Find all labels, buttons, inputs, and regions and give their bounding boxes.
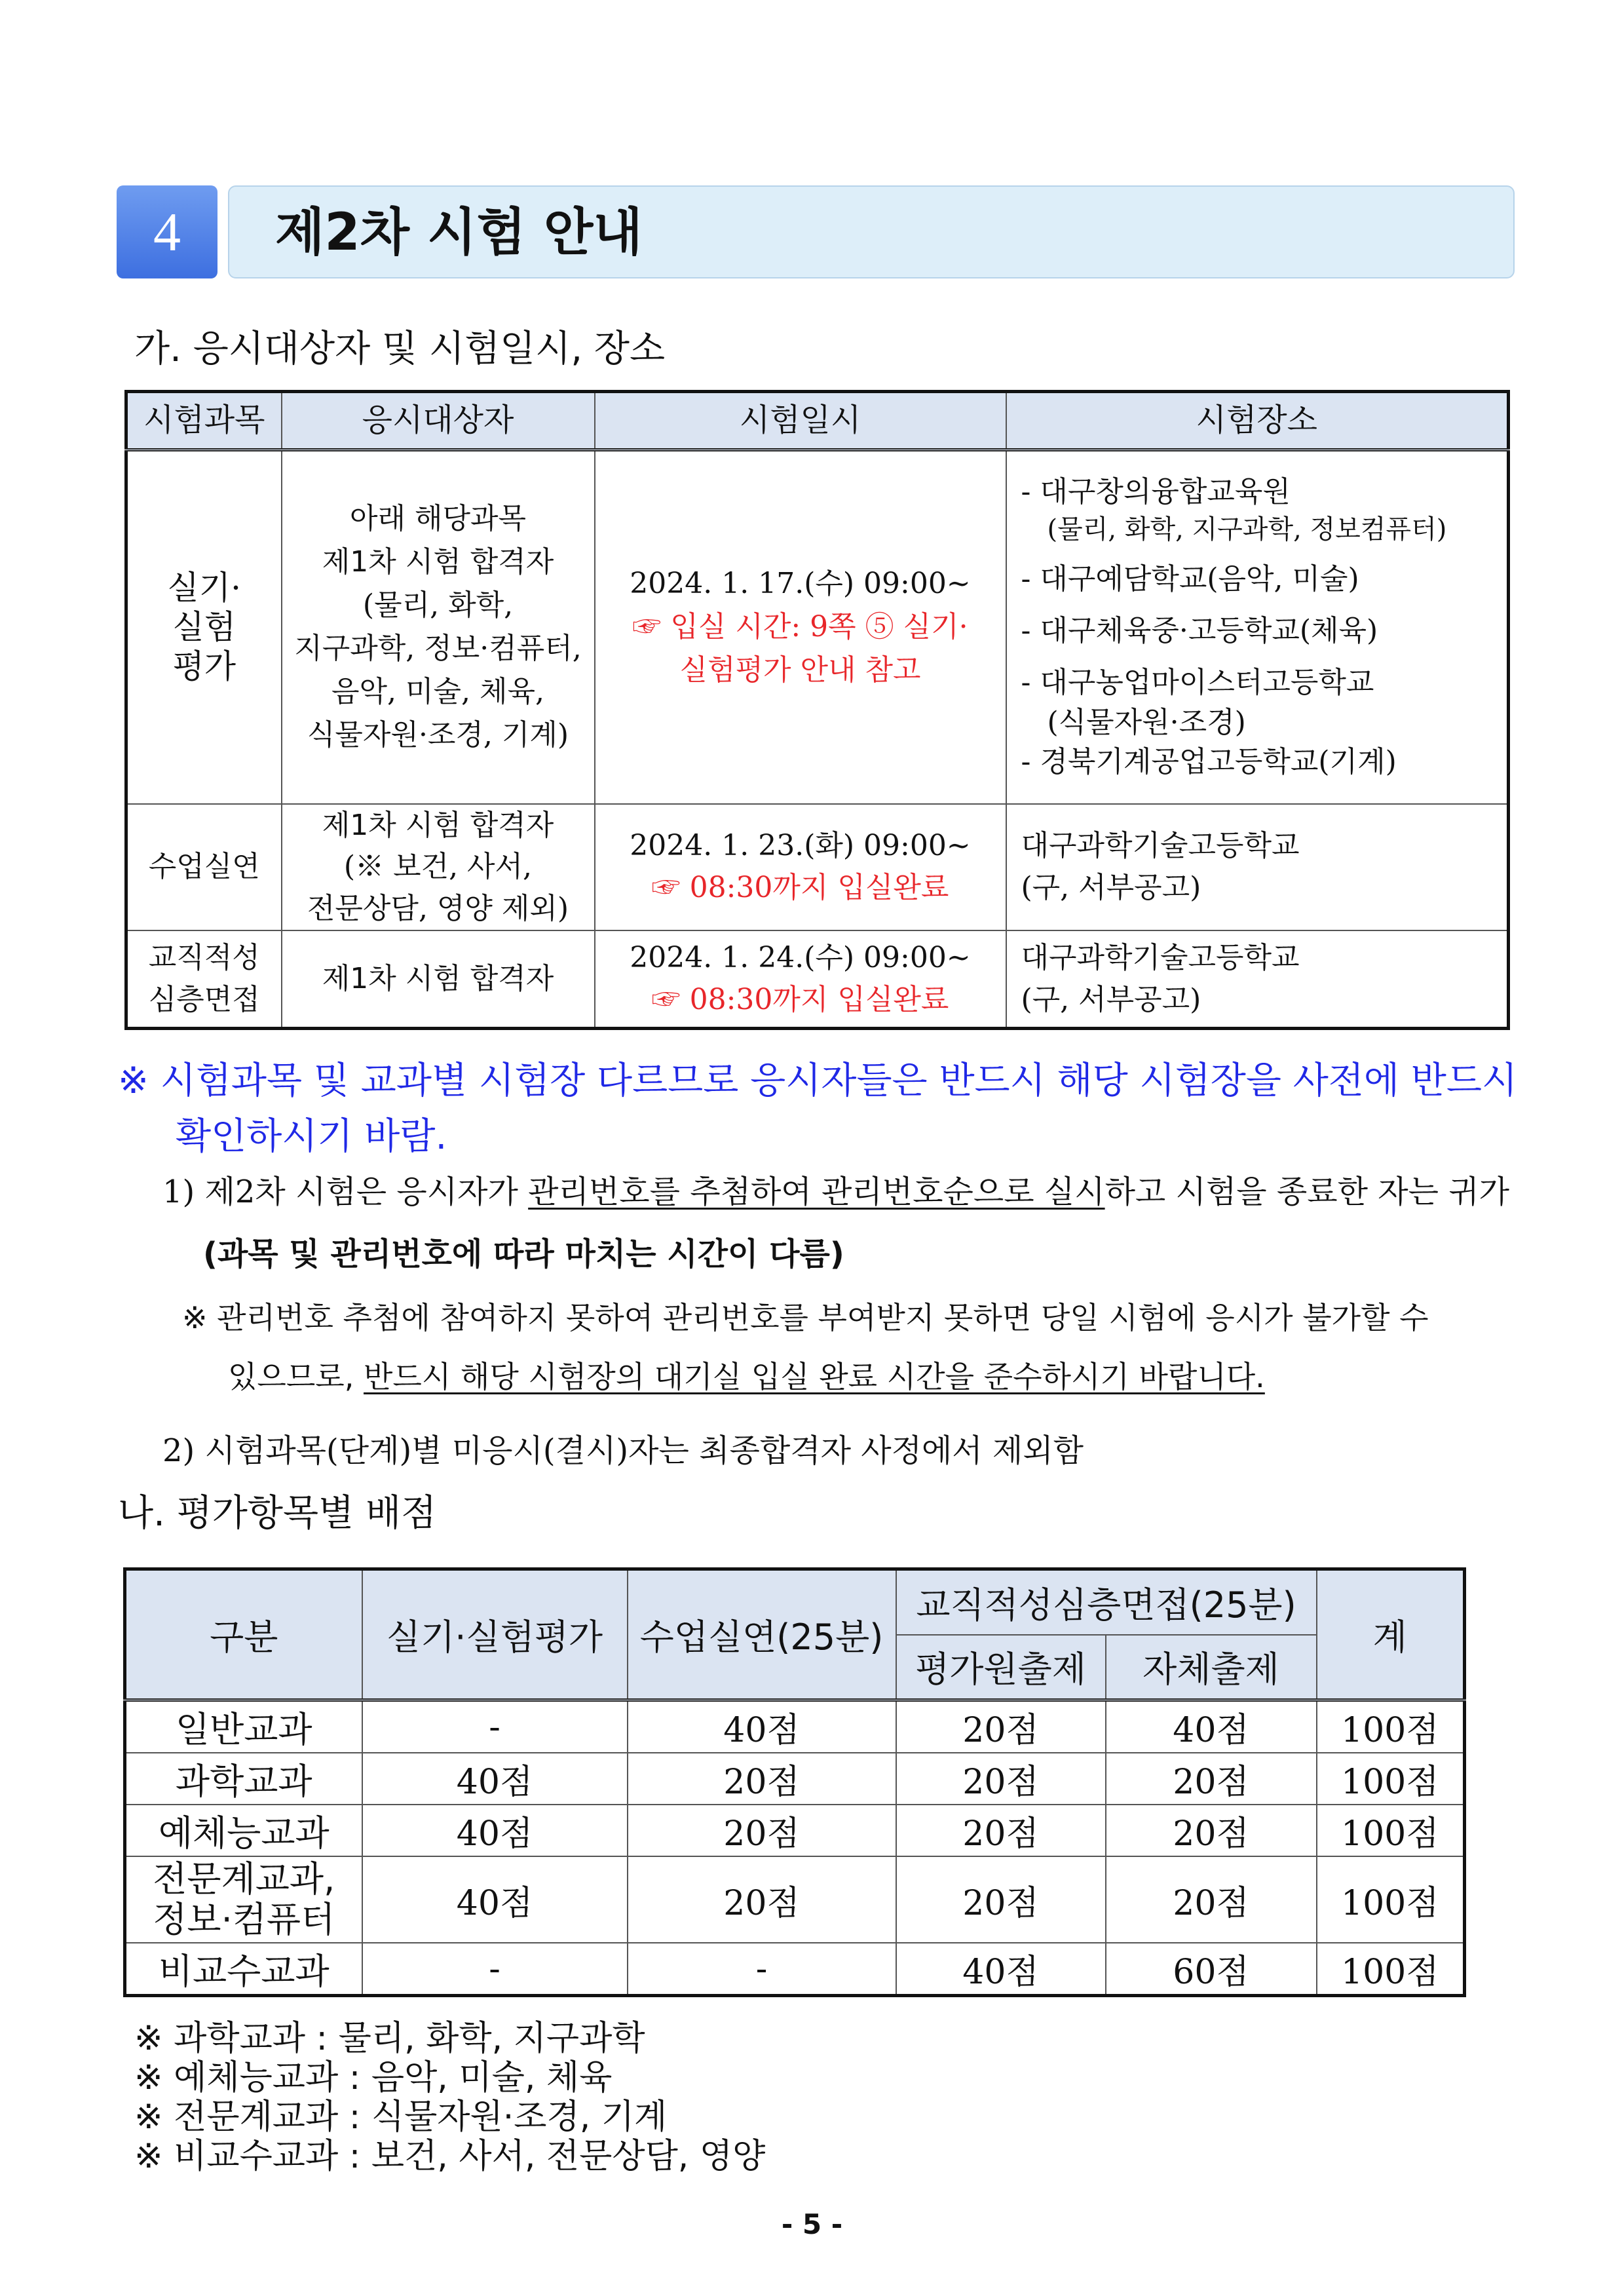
note-underlined: 반드시 해당 시험장의 대기실 입실 완료 시간을 준수하시기 바랍니다.	[364, 1359, 1265, 1394]
target-line: (※ 보건, 사서,	[343, 850, 533, 884]
table-cell: 20점	[896, 1856, 1106, 1943]
item-1-suffix: 하고 시험을 종료한 자는 귀가	[1105, 1174, 1510, 1210]
col-header: 구분	[125, 1569, 362, 1700]
col-header: 수업실연(25분)	[628, 1569, 896, 1700]
place-line: - 대구예담학교(음악, 미술)	[1021, 562, 1359, 596]
table-cell: 40점	[1106, 1700, 1317, 1753]
table-cell: 20점	[1106, 1753, 1317, 1805]
footnote: ※ 비교수교과 : 보건, 사서, 전문상담, 영양	[134, 2137, 766, 2176]
date-note: ☞ 08:30까지 입실완료	[651, 983, 949, 1017]
subject-line: 평가	[172, 647, 236, 686]
subheading-b: 나. 평가항목별 배점	[118, 1492, 437, 1535]
subject-cell	[126, 450, 282, 804]
place-line: (구, 서부공고)	[1021, 871, 1201, 905]
table-header-row	[126, 392, 1509, 450]
item-1-line2: (과목 및 관리번호에 따라 마치는 시간이 다름)	[203, 1236, 844, 1272]
place-line: (식물자원·조경)	[1047, 705, 1246, 739]
item-2: 2) 시험과목(단계)별 미응시(결시)자는 최종합격자 사정에서 제외함	[162, 1432, 1084, 1469]
place-cell	[1006, 450, 1509, 804]
table-cell: 20점	[896, 1753, 1106, 1805]
table-cell: 40점	[896, 1943, 1106, 1996]
table-row	[125, 1943, 1465, 1996]
subheading-a: 가. 응시대상자 및 시험일시, 장소	[134, 328, 666, 370]
table-cell: 20점	[628, 1805, 896, 1856]
place-cell	[1006, 930, 1509, 1029]
table-cell: 100점	[1317, 1753, 1465, 1805]
subject-line: 실험	[172, 608, 236, 647]
col-header: 교직적성심층면접(25분)	[896, 1569, 1317, 1635]
footnote: ※ 예체능교과 : 음악, 미술, 체육	[134, 2058, 613, 2097]
col-header: 시험일시	[595, 392, 1006, 450]
subject-cell	[126, 930, 282, 1029]
place-line: - 대구창의융합교육원	[1021, 474, 1291, 508]
table-cell: 40점	[362, 1805, 628, 1856]
table-cell: 100점	[1317, 1700, 1465, 1753]
subject-cell	[126, 804, 282, 930]
target-line: 음악, 미술, 체육,	[331, 675, 544, 709]
exam-date: 2024. 1. 23.(화) 09:00~	[630, 829, 971, 863]
table-cell: 100점	[1317, 1943, 1465, 1996]
target-cell	[282, 450, 595, 804]
target-line: 지구과학, 정보·컴퓨터,	[294, 632, 582, 666]
table-row	[125, 1805, 1465, 1856]
date-note: ☞ 입실 시간: 9쪽 ⑤ 실기·	[632, 610, 968, 644]
table-header-row	[125, 1569, 1465, 1635]
table-cell: 40점	[628, 1700, 896, 1753]
target-line: (물리, 화학,	[362, 588, 514, 622]
row-label: 예체능교과	[125, 1805, 362, 1856]
note-prefix: 있으므로,	[228, 1359, 364, 1394]
section-title: 제2차 시험 안내	[275, 203, 643, 262]
col-subheader: 자체출제	[1106, 1635, 1317, 1700]
target-cell	[282, 930, 595, 1029]
notice-line: ※ 시험과목 및 교과별 시험장 다르므로 응시자들은 반드시 해당 시험장을 사전에 반드시	[118, 1060, 1518, 1102]
footnote: ※ 과학교과 : 물리, 화학, 지구과학	[134, 2019, 645, 2058]
date-cell	[595, 450, 1006, 804]
item-1-underlined: 관리번호를 추첨하여 관리번호순으로 실시	[528, 1174, 1105, 1210]
section-number-badge	[117, 185, 217, 278]
row-label: 일반교과	[125, 1700, 362, 1753]
item-1-prefix: 1) 제2차 시험은 응시자가	[162, 1174, 529, 1210]
subject-line: 수업실연	[148, 850, 260, 884]
place-line: - 경북기계공업고등학교(기계)	[1021, 745, 1397, 779]
row-label-line: 정보·컴퓨터	[153, 1899, 335, 1940]
table-row	[126, 804, 1509, 930]
item-1-note: ※ 관리번호 추첨에 참여하지 못하여 관리번호를 부여받지 못하면 당일 시험에 응시가 불가할 수	[182, 1300, 1429, 1335]
date-note: ☞ 08:30까지 입실완료	[651, 871, 949, 905]
col-header: 응시대상자	[282, 392, 595, 450]
row-label: 과학교과	[125, 1753, 362, 1805]
table-cell: 40점	[362, 1753, 628, 1805]
exam-schedule-table	[124, 390, 1510, 1030]
target-line: 제1차 시험 합격자	[322, 808, 554, 842]
row-label: 비교수교과	[125, 1943, 362, 1996]
table-row	[126, 450, 1509, 804]
exam-date: 2024. 1. 17.(수) 09:00~	[630, 567, 971, 601]
row-label-line: 전문계교과,	[153, 1858, 335, 1900]
table-cell: 40점	[362, 1856, 628, 1943]
table-cell: 20점	[896, 1700, 1106, 1753]
table-cell: 20점	[896, 1805, 1106, 1856]
target-line: 제1차 시험 합격자	[322, 962, 554, 996]
section-number: 4	[153, 201, 181, 263]
table-cell: 60점	[1106, 1943, 1317, 1996]
table-row	[125, 1856, 1465, 1943]
col-header: 시험과목	[126, 392, 282, 450]
table-row	[126, 930, 1509, 1029]
target-cell	[282, 804, 595, 930]
row-label	[125, 1856, 362, 1943]
target-line: 전문상담, 영양 제외)	[307, 892, 569, 926]
table-cell: 20점	[628, 1856, 896, 1943]
col-header: 계	[1317, 1569, 1465, 1700]
place-line: 대구과학기술고등학교	[1021, 829, 1300, 863]
col-header: 실기·실험평가	[362, 1569, 628, 1700]
target-line: 제1차 시험 합격자	[322, 545, 554, 579]
place-line: - 대구농업마이스터고등학교	[1021, 665, 1374, 699]
place-cell	[1006, 804, 1509, 930]
score-table	[123, 1567, 1466, 1997]
table-cell: 20점	[1106, 1805, 1317, 1856]
subject-line: 심층면접	[148, 983, 260, 1017]
notice-line: 확인하시기 바람.	[176, 1115, 447, 1158]
exam-date: 2024. 1. 24.(수) 09:00~	[630, 941, 971, 975]
footnote: ※ 전문계교과 : 식물자원·조경, 기계	[134, 2097, 668, 2137]
place-line: 대구과학기술고등학교	[1021, 941, 1300, 975]
page-number: - 5 -	[781, 2208, 843, 2240]
subject-line: 교직적성	[148, 941, 260, 975]
target-line: 아래 해당과목	[349, 502, 526, 536]
col-subheader: 평가원출제	[896, 1635, 1106, 1700]
col-header: 시험장소	[1006, 392, 1509, 450]
table-cell: -	[362, 1943, 628, 1996]
date-cell	[595, 804, 1006, 930]
subject-line: 실기·	[167, 569, 241, 607]
item-1	[162, 1166, 1509, 1212]
place-line: - 대구체육중·고등학교(체육)	[1021, 614, 1378, 648]
table-cell: 20점	[628, 1753, 896, 1805]
place-line: (물리, 화학, 지구과학, 정보컴퓨터)	[1047, 514, 1447, 545]
table-cell: 100점	[1317, 1856, 1465, 1943]
target-line: 식물자원·조경, 기계)	[307, 718, 569, 752]
table-cell: -	[628, 1943, 896, 1996]
place-line: (구, 서부공고)	[1021, 983, 1201, 1017]
item-1-note-line2	[228, 1353, 1265, 1396]
table-cell: 20점	[1106, 1856, 1317, 1943]
table-row	[125, 1700, 1465, 1753]
date-cell	[595, 930, 1006, 1029]
date-note: 실험평가 안내 참고	[679, 653, 921, 687]
table-row	[125, 1753, 1465, 1805]
table-cell: -	[362, 1700, 628, 1753]
table-cell: 100점	[1317, 1805, 1465, 1856]
